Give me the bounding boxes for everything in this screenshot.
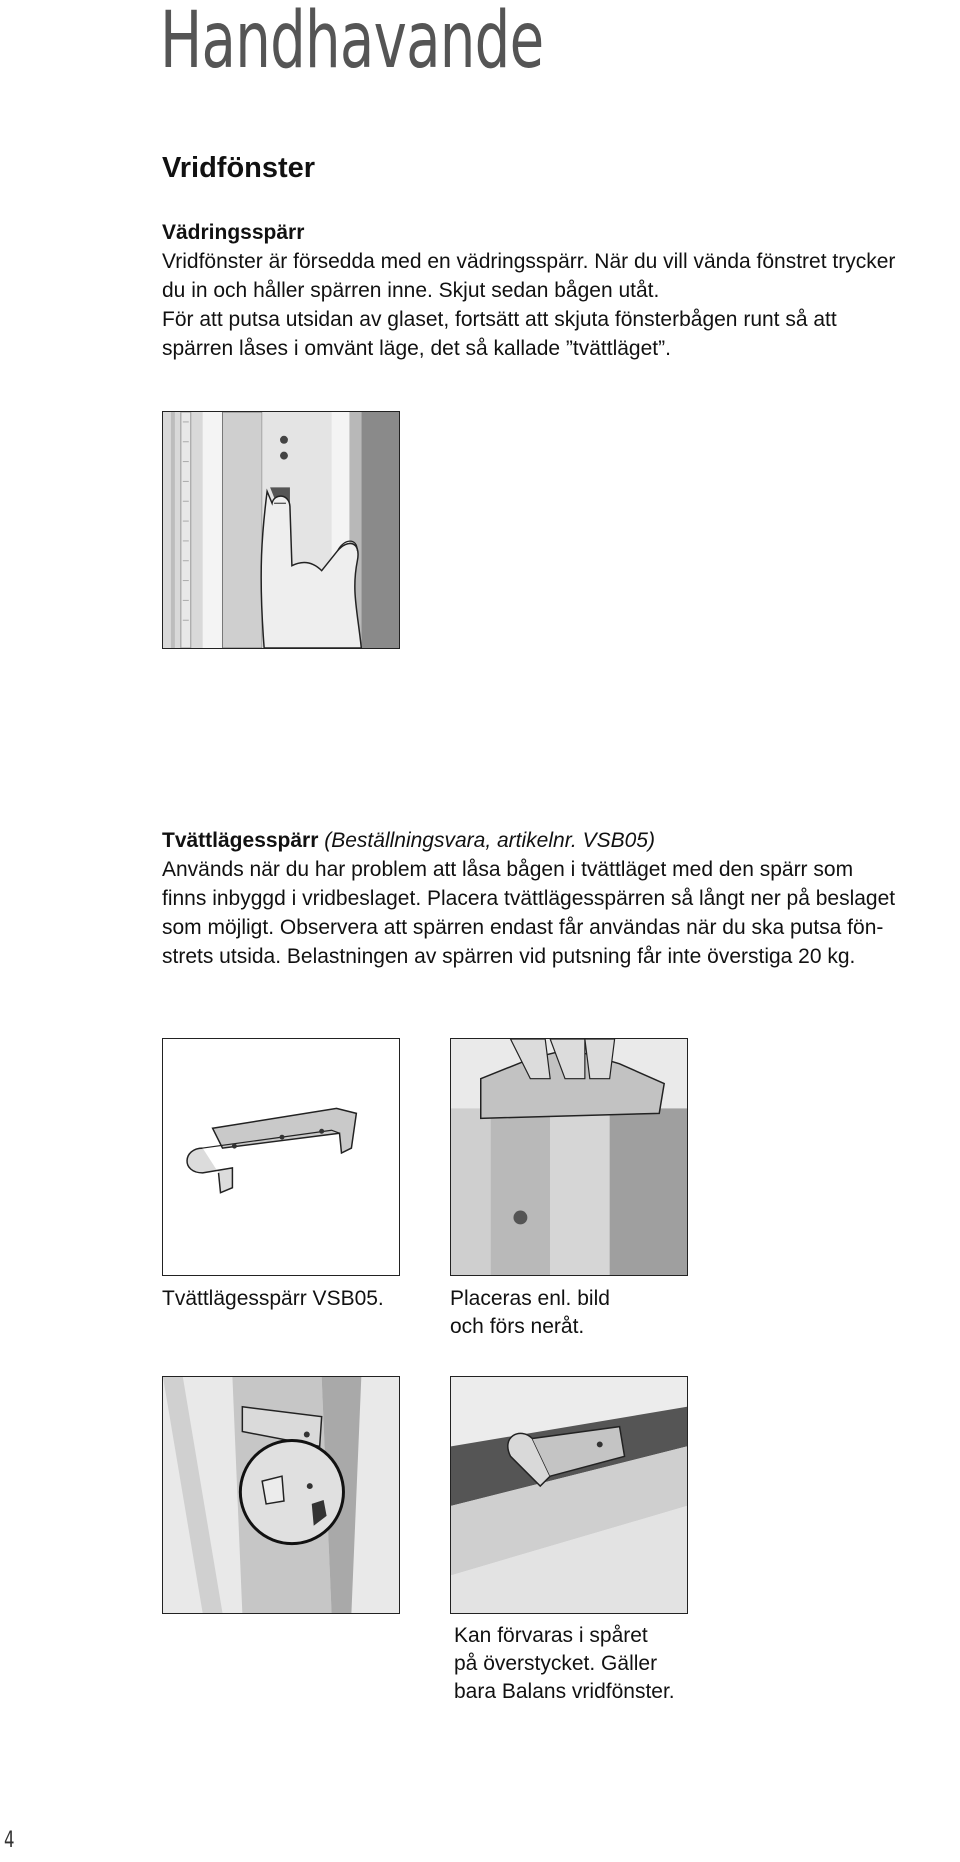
- paragraph-line: Vridfönster är försedda med en vädringsspärr. När du vill vända fönstret trycker: [162, 250, 896, 273]
- caption-storage: Kan förvaras i spåret på överstycket. Gäller bara Balans vridfönster.: [454, 1624, 675, 1703]
- ventilation-catch-illustration: [162, 411, 400, 649]
- tvattlagessparr-paragraph: [162, 826, 960, 971]
- vadringssparr-paragraph: [162, 218, 960, 363]
- vadringssparr-heading: Vädringsspärr: [162, 221, 305, 244]
- placement-illustration: [450, 1038, 688, 1276]
- catch-storage-drawing: [451, 1377, 687, 1613]
- paragraph-line: spärren låses i omvänt läge, det så kallade ”tvättläget”.: [162, 337, 671, 360]
- storage-illustration: [450, 1376, 688, 1614]
- hinge-detail-drawing: [163, 1377, 399, 1613]
- paragraph-line: finns inbyggd i vridbeslaget. Placera tvättlägesspärren så långt ner på beslaget: [162, 887, 896, 910]
- paragraph-line: strets utsida. Belastningen av spärren vid putsning får inte överstiga 20 kg.: [162, 945, 856, 968]
- page-number: 4: [4, 1828, 15, 1853]
- tvattlagessparr-heading: Tvättlägesspärr: [162, 829, 319, 852]
- hinge-detail-illustration: [162, 1376, 400, 1614]
- catch-placement-drawing: [451, 1039, 687, 1275]
- paragraph-line: du in och håller spärren inne. Skjut sedan bågen utåt.: [162, 279, 660, 302]
- paragraph-line: Används när du har problem att låsa bågen i tvättläget med den spärr som: [162, 858, 854, 881]
- page-title: Handhavande: [160, 0, 544, 86]
- washing-catch-part-drawing: [163, 1039, 399, 1275]
- paragraph-line: som möjligt. Observera att spärren endast får användas när du ska putsa fön-: [162, 916, 884, 939]
- hand-pressing-catch-drawing: [163, 412, 399, 648]
- paragraph-line: För att putsa utsidan av glaset, fortsätt att skjuta fönsterbågen runt så att: [162, 308, 837, 331]
- section-title: Vridfönster: [162, 152, 316, 184]
- caption-placement: Placeras enl. bild och förs neråt.: [450, 1287, 610, 1338]
- caption-vsb05: Tvättlägesspärr VSB05.: [162, 1287, 384, 1310]
- tvattlagessparr-article-note: (Beställningsvara, artikelnr. VSB05): [324, 829, 655, 852]
- vsb05-part-illustration: [162, 1038, 400, 1276]
